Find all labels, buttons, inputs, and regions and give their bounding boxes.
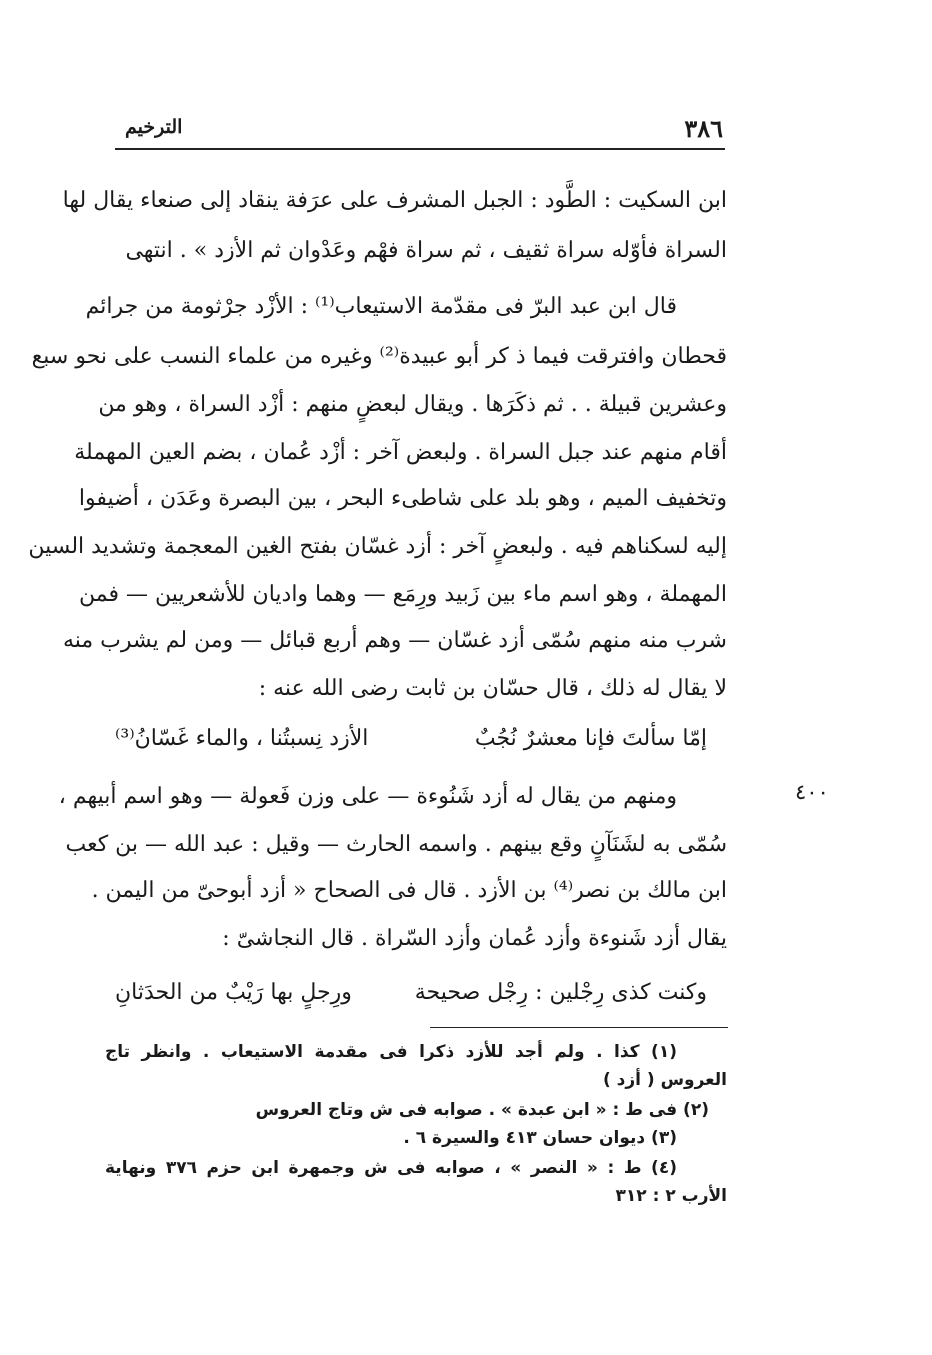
- text-line: إليه لسكناهم فيه . ولبعضٍ آخر : أزد غسّان بفتح الغين المعجمة وتشديد السين: [28, 534, 727, 559]
- main-text: [28, 186, 727, 1016]
- footnote-line: العروس ( أزد ): [602, 1070, 727, 1090]
- text-line: السراة فأوّله سراة ثقيف ، ثم سراة فهْم وعَدْوان ثم الأزد » . انتهى: [125, 238, 727, 263]
- text-line: يقال أزد شَنوءة وأزد عُمان وأزد السّراة . قال النجاشىّ :: [222, 926, 727, 951]
- footnotes: [105, 1040, 727, 1230]
- text-line: ابن مالك بن نصر⁽⁴⁾ بن الأزد . قال فى الصحاح « أزد أبوحىّ من اليمن .: [91, 878, 727, 903]
- text-line: قحطان وافترقت فيما ذ كر أبو عبيدة⁽²⁾ وغيره من علماء النسب على نحو سبع: [31, 344, 727, 369]
- verse-hemistich-first: وكنت كذى رِجْلين : رِجْل صحيحة: [414, 980, 707, 1005]
- text-line: أقام منهم عند جبل السراة . ولبعض آخر : أزْد عُمان ، بضم العين المهملة: [74, 440, 727, 465]
- margin-number: ٤٠٠: [795, 780, 829, 804]
- footnote-line: (٤) ط : « النصر » ، صوابه فى ش وجمهرة ابن حزم ٣٧٦ ونهاية: [105, 1158, 677, 1178]
- verse-hemistich-first: إمّا سألتَ فإنا معشرٌ نُجُبٌ: [474, 726, 707, 751]
- text-line: ومنهم من يقال له أزد شَنُوءة — على وزن فَعولة — وهو اسم أبيهم ،: [58, 784, 677, 809]
- text-line: وعشرين قبيلة . . ثم ذكَرَها . ويقال لبعضٍ منهم : أزْد السراة ، وهو من: [98, 392, 727, 417]
- text-line: شرب منه منهم سُمّى أزد غسّان — وهم أربع قبائل — ومن لم يشرب منه: [62, 628, 727, 653]
- text-line: قال ابن عبد البرّ فى مقدّمة الاستيعاب⁽¹⁾ : الأزْد جرْثومة من جرائم: [85, 294, 677, 319]
- running-head: الترخيم: [125, 116, 183, 138]
- text-line: وتخفيف الميم ، وهو بلد على شاطىء البحر ، بين البصرة وعَدَن ، أضيفوا: [78, 486, 727, 511]
- text-line: ابن السكيت : الطَّود : الجبل المشرف على عرَفة ينقاد إلى صنعاء يقال لها: [62, 188, 727, 213]
- footnote-divider: [430, 1027, 728, 1028]
- footnote-line: (١) كذا . ولم أجد للأزد ذكرا فى مقدمة الاستيعاب . وانظر تاج: [105, 1042, 677, 1062]
- footnote-line: الأرب ٢ : ٣١٢: [615, 1186, 727, 1206]
- page-number: ٣٨٦: [684, 114, 723, 143]
- text-line: سُمّى به لشَنَآنٍ وقع بينهم . واسمه الحارث — وقيل : عبد الله — بن كعب: [65, 832, 727, 857]
- verse-hemistich-second: الأزد نِسبتُنا ، والماء غَسّانُ⁽³⁾: [115, 726, 369, 751]
- page-header: [115, 112, 725, 150]
- footnote-line: (٣) ديوان حسان ٤١٣ والسيرة ٦ .: [403, 1128, 677, 1148]
- footnote-line: (٢) فى ط : « ابن عبدة » . صوابه فى ش وتاج العروس: [255, 1100, 709, 1120]
- text-line: المهملة ، وهو اسم ماء بين زَبيد ورِمَع — وهما واديان للأشعريين — فمن: [79, 582, 727, 607]
- verse-hemistich-second: ورِجلٍ بها رَيْبٌ من الحدَثانِ: [115, 980, 352, 1005]
- text-line: لا يقال له ذلك ، قال حسّان بن ثابت رضى الله عنه :: [258, 676, 727, 701]
